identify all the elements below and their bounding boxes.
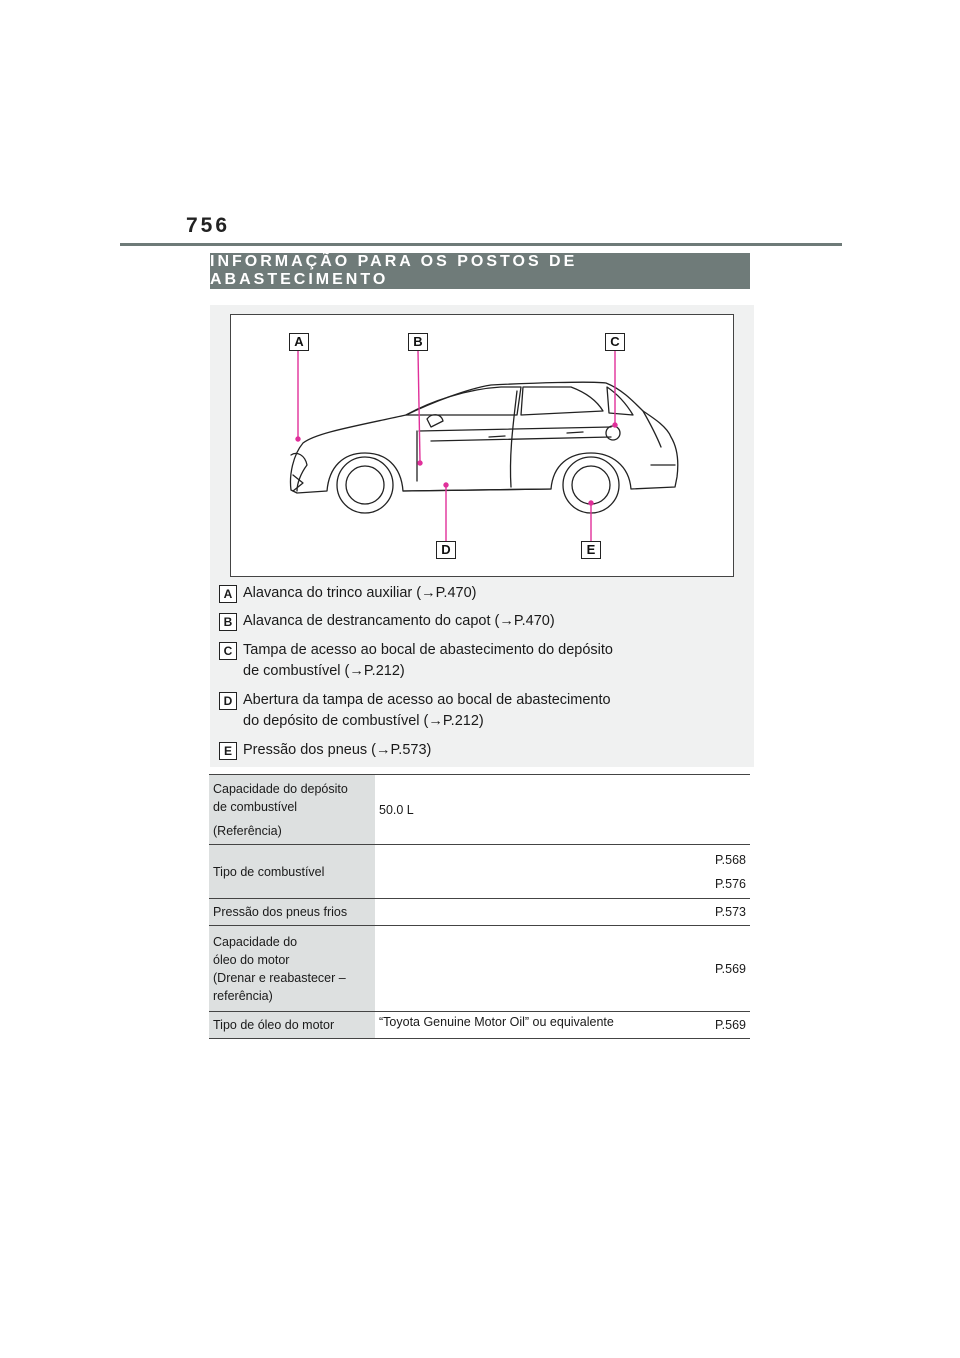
legend-key: E	[219, 742, 237, 760]
page-number: 756	[186, 214, 231, 237]
row-label: Tipo de óleo do motor	[209, 1012, 375, 1039]
legend-text: Alavanca de destrancamento do capot (→P.470)	[243, 613, 555, 629]
label-line: de combustível	[213, 799, 298, 814]
label-line: (Referência)	[213, 823, 282, 838]
callout-d: D	[436, 541, 456, 559]
legend-key: A	[219, 585, 237, 603]
legend-key: B	[219, 613, 237, 631]
legend-text-cont: do depósito de combustível (→P.212)	[243, 713, 484, 729]
legend-key: C	[219, 642, 237, 660]
car-diagram	[230, 314, 734, 577]
label-line: referência)	[213, 988, 273, 1003]
table-row	[209, 845, 750, 899]
legend-text: Abertura da tampa de acesso ao bocal de abastecimento	[243, 692, 611, 708]
row-label	[209, 775, 375, 845]
row-value	[375, 845, 750, 899]
row-value	[375, 899, 750, 926]
row-label: Pressão dos pneus frios	[209, 899, 375, 926]
fuel-capacity-value: 50.0 L	[379, 802, 414, 817]
legend-text: Pressão dos pneus (→P.573)	[243, 742, 432, 758]
section-title: INFORMAÇÃO PARA OS POSTOS DE ABASTECIMENTO	[210, 253, 750, 289]
legend-text: Alavanca do trinco auxiliar (→P.470)	[243, 585, 477, 601]
callout-e: E	[581, 541, 601, 559]
page-reference: P.569	[714, 1018, 746, 1032]
specs-table	[209, 774, 750, 1039]
car-side-view-illustration	[231, 315, 733, 576]
table-row	[209, 1012, 750, 1039]
table-row	[209, 775, 750, 845]
callout-b: B	[408, 333, 428, 351]
page-reference	[715, 848, 746, 896]
label-line: Capacidade do	[213, 934, 298, 949]
table-row	[209, 926, 750, 1012]
legend-text: Tampa de acesso ao bocal de abastecimento do depósito	[243, 642, 613, 658]
page-ref-1: P.568	[714, 852, 746, 867]
legend-key: D	[219, 692, 237, 710]
row-label	[209, 926, 375, 1012]
row-value	[375, 775, 750, 845]
table-row	[209, 899, 750, 926]
row-value	[375, 1012, 750, 1039]
row-value	[375, 926, 750, 1012]
callout-a: A	[289, 333, 309, 351]
page-ref-2: P.576	[714, 876, 746, 891]
page-reference: P.569	[714, 961, 746, 976]
label-line: Capacidade do depósito	[213, 781, 348, 796]
row-label: Tipo de combustível	[209, 845, 375, 899]
oil-type-value: “Toyota Genuine Motor Oil” ou equivalente	[379, 1015, 614, 1029]
page-reference: P.573	[714, 905, 746, 919]
header-rule	[120, 243, 842, 246]
label-line: óleo do motor	[213, 952, 290, 967]
legend-text-cont: de combustível (→P.212)	[243, 663, 405, 679]
callout-c: C	[605, 333, 625, 351]
label-line: (Drenar e reabastecer –	[213, 970, 346, 985]
